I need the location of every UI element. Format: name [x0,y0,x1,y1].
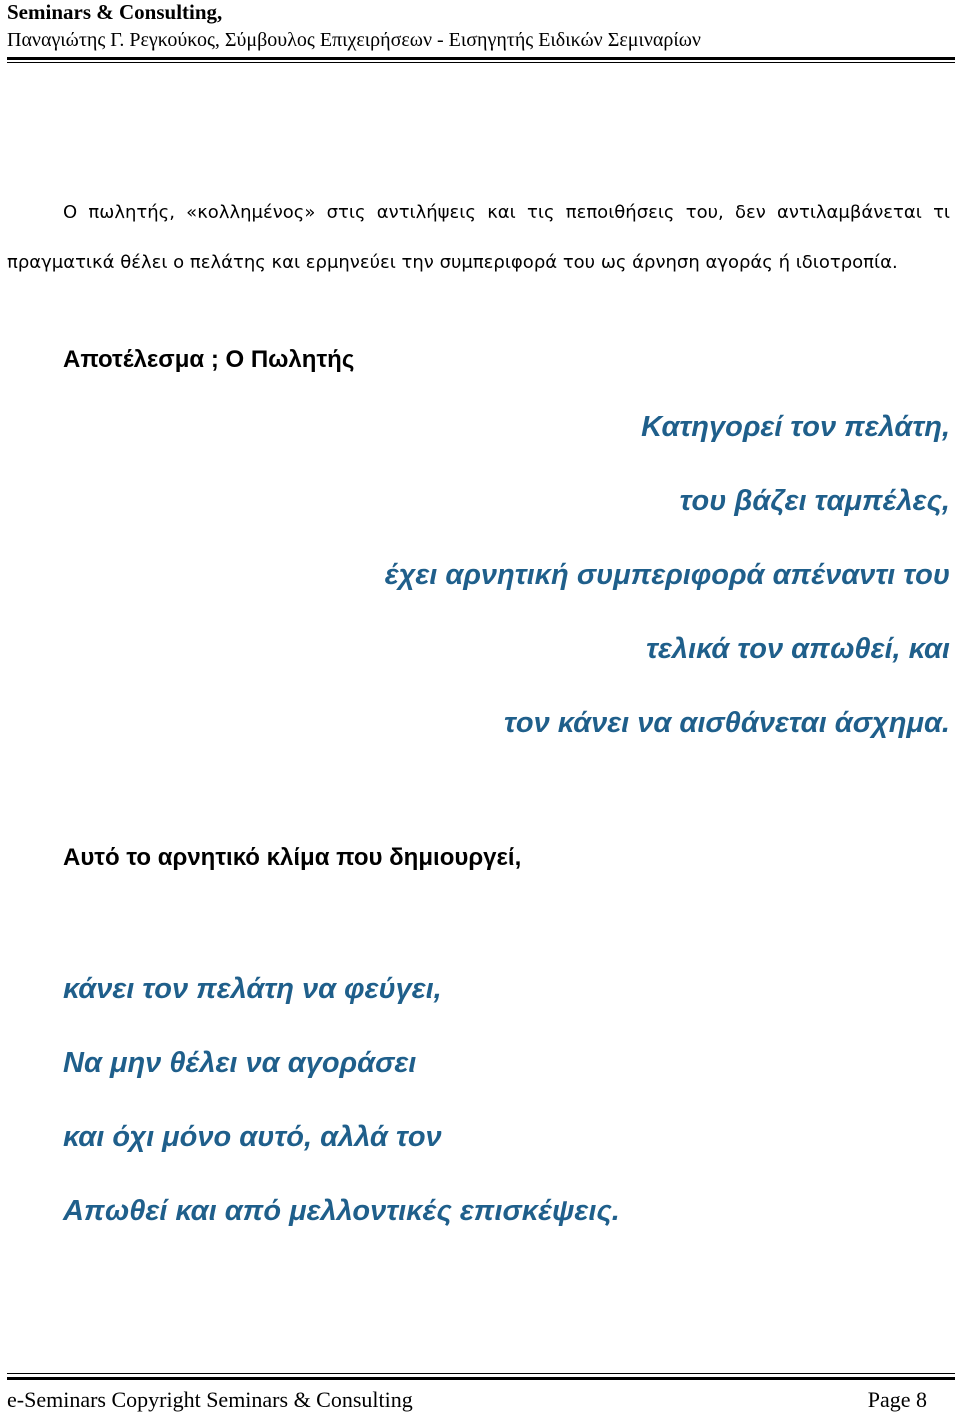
effect-line: Να μην θέλει να αγοράσει [63,1047,417,1079]
intro-paragraph: Ο πωλητής, «κολλημένος» στις αντιλήψεις και τις πεποιθήσεις του, δεν αντιλαμβάνεται τι πραγματικά θέλει ο πελάτης και ερμηνεύει την συμπεριφορά του ως άρνηση αγοράς ή ιδιοτροπία. [7,202,950,273]
effect-line: Απωθεί και από μελλοντικές επισκέψεις. [63,1195,620,1227]
accusation-line: τελικά τον απωθεί, και [646,633,950,665]
accusation-line: έχει αρνητική συμπεριφορά απέναντι του [384,559,950,591]
accusation-line: Κατηγορεί τον πελάτη, [641,411,950,443]
header-title: Seminars & Consulting, [7,0,223,24]
footer-rule-thin [7,1373,955,1374]
result-heading: Αποτέλεσμα ; Ο Πωλητής [63,346,355,373]
climate-heading: Αυτό το αρνητικό κλίμα που δημιουργεί, [63,844,522,871]
accusation-list [50,404,950,774]
footer-rule-thick [7,1377,955,1380]
effect-line: και όχι μόνο αυτό, αλλά τον [63,1121,442,1153]
header-subtitle: Παναγιώτης Γ. Ρεγκούκος, Σύμβουλος Επιχειρήσεων - Εισηγητής Ειδικών Σεμιναρίων [7,29,701,51]
footer-copyright: e-Seminars Copyright Seminars & Consulting [7,1387,413,1412]
page-header [7,0,955,52]
header-rule-thin [7,62,955,63]
accusation-line: τον κάνει να αισθάνεται άσχημα. [504,707,950,739]
accusation-line: του βάζει ταμπέλες, [679,485,950,517]
effect-line: κάνει τον πελάτη να φεύγει, [63,973,442,1005]
header-rule-thick [7,57,955,60]
footer-page-number: Page 8 [867,1387,927,1412]
effects-list [63,966,943,1262]
